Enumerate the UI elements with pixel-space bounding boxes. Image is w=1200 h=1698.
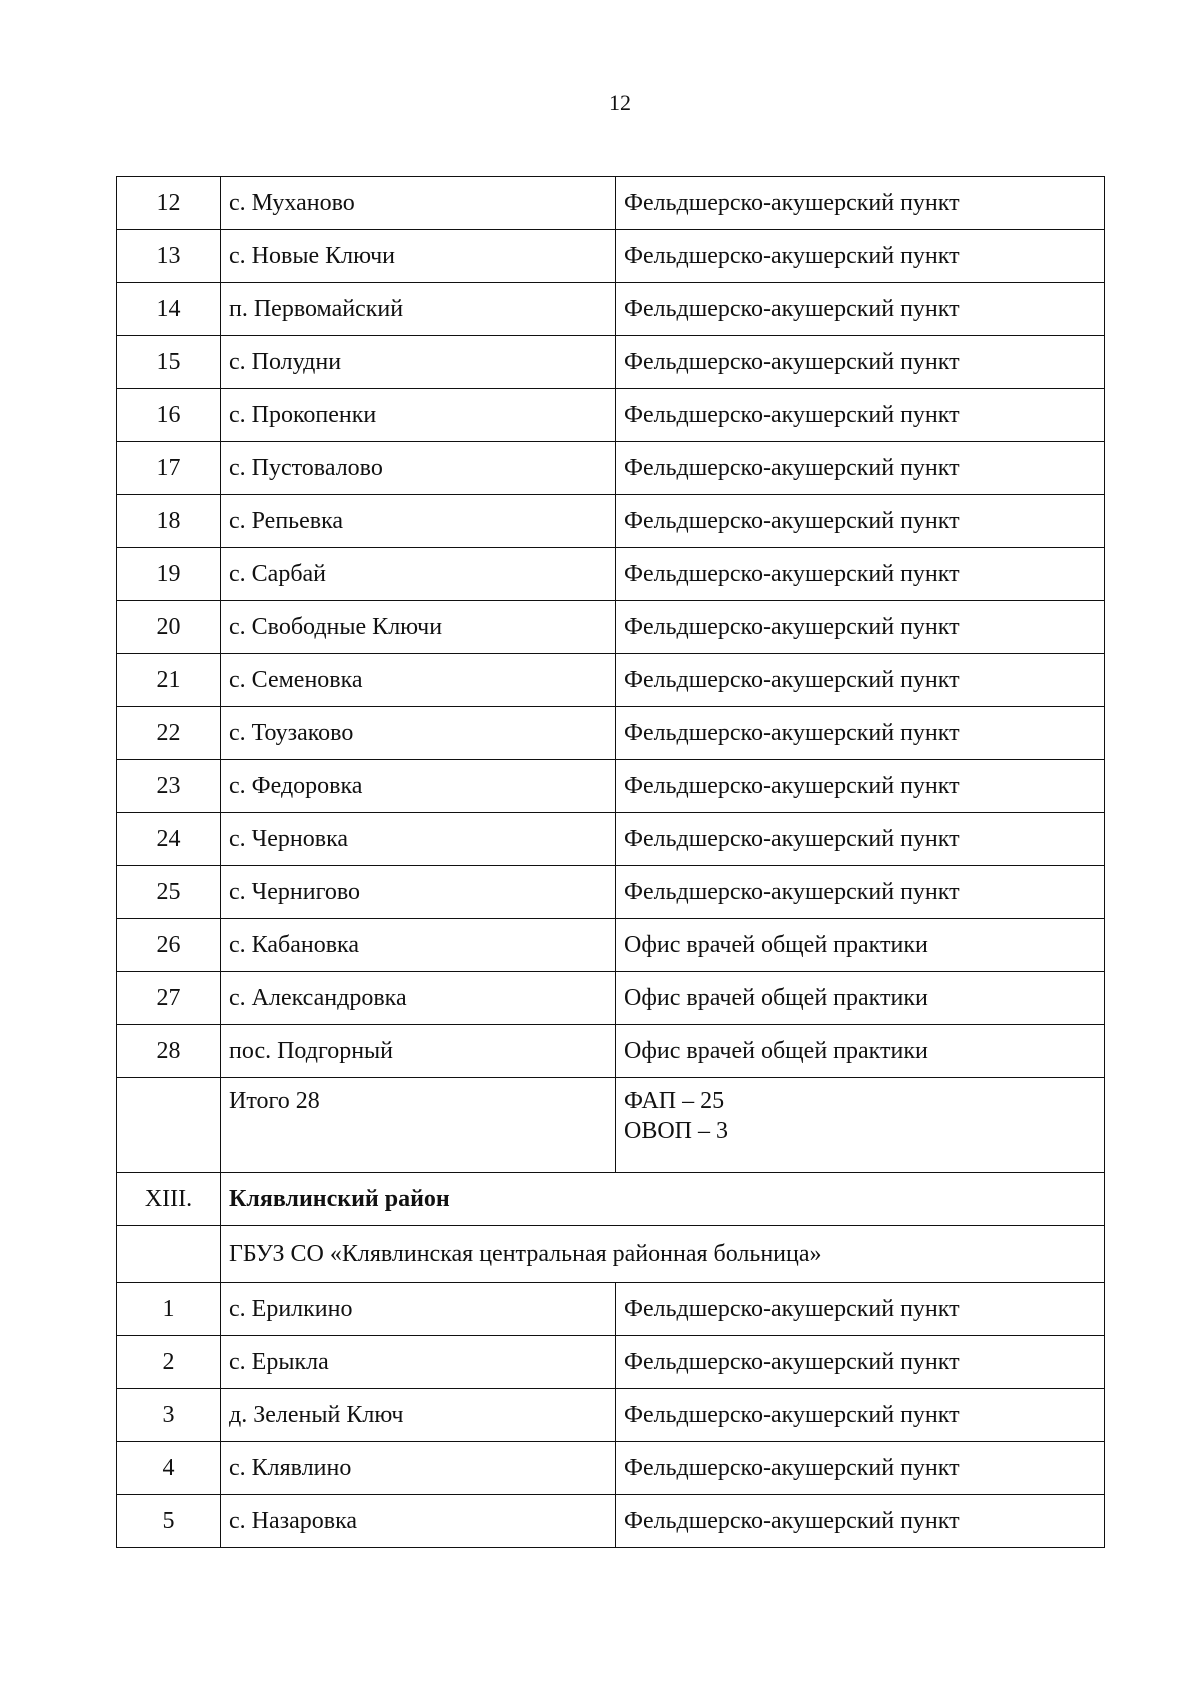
hospital-num-cell xyxy=(117,1226,221,1283)
row-number: 12 xyxy=(117,177,221,230)
settlement-name: с. Муханово xyxy=(221,177,616,230)
table-row xyxy=(117,1283,1105,1336)
hospital-row xyxy=(117,1226,1105,1283)
table-row xyxy=(117,1336,1105,1389)
row-number: 22 xyxy=(117,707,221,760)
facility-type: Фельдшерско-акушерский пункт xyxy=(616,495,1105,548)
facility-type: Фельдшерско-акушерский пункт xyxy=(616,760,1105,813)
table-row xyxy=(117,654,1105,707)
facilities-table xyxy=(116,176,1105,1548)
facility-type: Офис врачей общей практики xyxy=(616,972,1105,1025)
facility-type: Фельдшерско-акушерский пункт xyxy=(616,548,1105,601)
settlement-name: д. Зеленый Ключ xyxy=(221,1389,616,1442)
facility-type: Офис врачей общей практики xyxy=(616,919,1105,972)
settlement-name: с. Прокопенки xyxy=(221,389,616,442)
settlement-name: с. Репьевка xyxy=(221,495,616,548)
settlement-name: с. Александровка xyxy=(221,972,616,1025)
table-row xyxy=(117,1442,1105,1495)
settlement-name: с. Чернигово xyxy=(221,866,616,919)
facility-type: Фельдшерско-акушерский пункт xyxy=(616,336,1105,389)
row-number: 27 xyxy=(117,972,221,1025)
settlement-name: пос. Подгорный xyxy=(221,1025,616,1078)
facility-type: Фельдшерско-акушерский пункт xyxy=(616,707,1105,760)
facility-type: Офис врачей общей практики xyxy=(616,1025,1105,1078)
settlement-name: с. Сарбай xyxy=(221,548,616,601)
row-number: 24 xyxy=(117,813,221,866)
total-row xyxy=(117,1078,1105,1173)
row-number: 15 xyxy=(117,336,221,389)
row-number: 19 xyxy=(117,548,221,601)
table-row xyxy=(117,1495,1105,1548)
total-num-cell xyxy=(117,1078,221,1173)
table-row xyxy=(117,1025,1105,1078)
facility-type: Фельдшерско-акушерский пункт xyxy=(616,601,1105,654)
settlement-name: с. Свободные Ключи xyxy=(221,601,616,654)
table-row xyxy=(117,1389,1105,1442)
settlement-name: с. Тоузаково xyxy=(221,707,616,760)
facility-type: Фельдшерско-акушерский пункт xyxy=(616,813,1105,866)
row-number: 3 xyxy=(117,1389,221,1442)
table-row xyxy=(117,601,1105,654)
table-row xyxy=(117,972,1105,1025)
row-number: 4 xyxy=(117,1442,221,1495)
total-label: Итого 28 xyxy=(221,1078,616,1173)
facility-type: Фельдшерско-акушерский пункт xyxy=(616,1495,1105,1548)
settlement-name: с. Кабановка xyxy=(221,919,616,972)
settlement-name: с. Пустовалово xyxy=(221,442,616,495)
row-number: 13 xyxy=(117,230,221,283)
settlement-name: с. Семеновка xyxy=(221,654,616,707)
section-header-row xyxy=(117,1173,1105,1226)
total-fap: ФАП – 25 xyxy=(624,1088,725,1114)
table-row xyxy=(117,230,1105,283)
settlement-name: с. Федоровка xyxy=(221,760,616,813)
facility-type: Фельдшерско-акушерский пункт xyxy=(616,442,1105,495)
table-row xyxy=(117,866,1105,919)
facility-type: Фельдшерско-акушерский пункт xyxy=(616,1442,1105,1495)
settlement-name: с. Ерилкино xyxy=(221,1283,616,1336)
total-section xyxy=(117,1078,1105,1283)
row-number: 26 xyxy=(117,919,221,972)
table-row xyxy=(117,760,1105,813)
page-number: 12 xyxy=(609,90,631,115)
total-ovop: ОВОП – 3 xyxy=(624,1118,729,1144)
facility-type: Фельдшерско-акушерский пункт xyxy=(616,283,1105,336)
table-body-top xyxy=(117,177,1105,1078)
table-row xyxy=(117,707,1105,760)
row-number: 16 xyxy=(117,389,221,442)
settlement-name: с. Клявлино xyxy=(221,1442,616,1495)
row-number: 14 xyxy=(117,283,221,336)
table-row xyxy=(117,177,1105,230)
settlement-name: с. Ерыкла xyxy=(221,1336,616,1389)
facility-type: Фельдшерско-акушерский пункт xyxy=(616,230,1105,283)
settlement-name: с. Назаровка xyxy=(221,1495,616,1548)
settlement-name: с. Полудни xyxy=(221,336,616,389)
facility-type: Фельдшерско-акушерский пункт xyxy=(616,1336,1105,1389)
table-row xyxy=(117,442,1105,495)
table-row xyxy=(117,283,1105,336)
facility-type: Фельдшерско-акушерский пункт xyxy=(616,654,1105,707)
row-number: 21 xyxy=(117,654,221,707)
settlement-name: с. Черновка xyxy=(221,813,616,866)
row-number: 17 xyxy=(117,442,221,495)
facility-type: Фельдшерско-акушерский пункт xyxy=(616,1389,1105,1442)
facility-type: Фельдшерско-акушерский пункт xyxy=(616,1283,1105,1336)
row-number: 23 xyxy=(117,760,221,813)
row-number: 20 xyxy=(117,601,221,654)
table-row xyxy=(117,495,1105,548)
row-number: 2 xyxy=(117,1336,221,1389)
row-number: 18 xyxy=(117,495,221,548)
table-row xyxy=(117,336,1105,389)
row-number: 1 xyxy=(117,1283,221,1336)
table-row xyxy=(117,813,1105,866)
table-row xyxy=(117,389,1105,442)
facility-type: Фельдшерско-акушерский пункт xyxy=(616,177,1105,230)
settlement-name: с. Новые Ключи xyxy=(221,230,616,283)
settlement-name: п. Первомайский xyxy=(221,283,616,336)
hospital-name: ГБУЗ СО «Клявлинская центральная районная больница» xyxy=(221,1226,1105,1283)
section-title: Клявлинский район xyxy=(221,1173,1105,1226)
row-number: 5 xyxy=(117,1495,221,1548)
table-body-bottom xyxy=(117,1283,1105,1548)
total-breakdown xyxy=(616,1078,1105,1173)
table-row xyxy=(117,919,1105,972)
facility-type: Фельдшерско-акушерский пункт xyxy=(616,389,1105,442)
row-number: 25 xyxy=(117,866,221,919)
table-row xyxy=(117,548,1105,601)
row-number: 28 xyxy=(117,1025,221,1078)
section-number: XIII. xyxy=(117,1173,221,1226)
facility-type: Фельдшерско-акушерский пункт xyxy=(616,866,1105,919)
